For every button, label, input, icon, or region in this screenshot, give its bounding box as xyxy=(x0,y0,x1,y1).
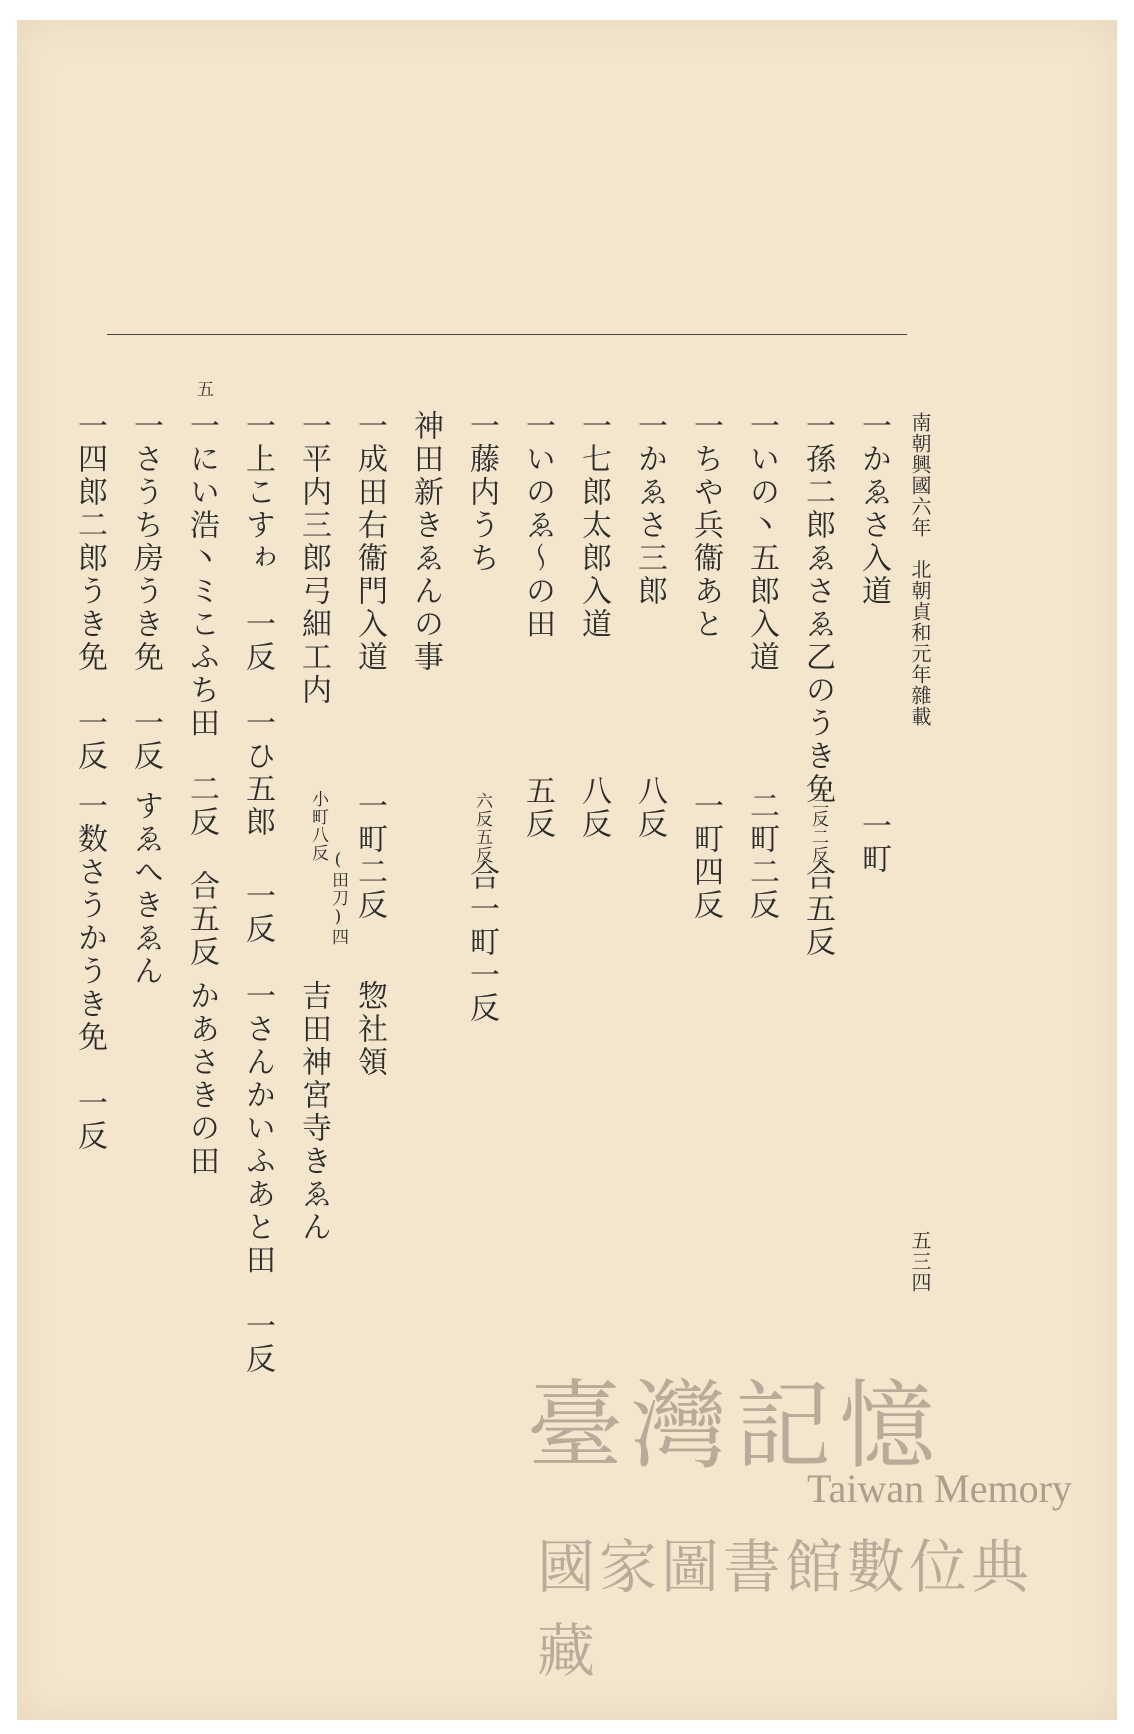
entry-12-amount: 合五反 xyxy=(184,870,219,969)
entry-4-amount: 一町四反 xyxy=(688,790,723,922)
entry-5: 一かゑさ三郎 xyxy=(632,410,667,608)
entry-4: 一ちや兵衞あと xyxy=(688,410,723,641)
entry-12-tail: かあさきの田 xyxy=(184,980,219,1178)
entry-2-amount: 合五反 xyxy=(800,860,835,959)
entry-2-note: 三反二反 xyxy=(808,792,828,864)
entry-10-tail: 吉田神宮寺きゑん xyxy=(296,980,331,1244)
entry-9-tail: 惣社領 xyxy=(352,980,387,1079)
entry-9: 一成田右衞門入道 xyxy=(352,410,387,674)
entry-11-amount: 一反 xyxy=(240,880,275,946)
entry-7-amount: 五反 xyxy=(520,775,555,841)
section-heading: 神田新きゑんの事 xyxy=(408,410,443,674)
running-title: 南朝興國六年 北朝貞和元年雜載 xyxy=(908,412,932,727)
entry-14-tail: 一数さうかうき免 一反 xyxy=(72,790,107,1153)
entry-1-amount: 一町 xyxy=(856,810,891,876)
library-watermark xyxy=(517,1350,1077,1685)
entry-13-note: 五 xyxy=(193,380,213,398)
entry-8-note: 六反五反 xyxy=(472,792,492,864)
entry-11-tail: 一さんかいふあと田 一反 xyxy=(240,980,275,1376)
entry-13: 一さうち房うき免 一反 xyxy=(128,410,163,773)
entry-14: 一四郎二郎うき免 一反 xyxy=(72,410,107,773)
entry-8-amount: 合一町一反 xyxy=(464,860,499,1025)
entry-6-amount: 八反 xyxy=(576,775,611,841)
entry-10-note: 小町八反 xyxy=(308,790,328,862)
page-paper xyxy=(17,20,1117,1720)
entry-3-amount: 二町二反 xyxy=(744,790,779,922)
entry-6: 一七郎太郎入道 xyxy=(576,410,611,641)
top-rule xyxy=(107,334,907,335)
entry-13-tail: すゑへきゑん xyxy=(128,790,163,988)
watermark-logo-en: Taiwan Memory xyxy=(807,1466,1072,1511)
watermark-logo-cjk: 臺灣記憶 xyxy=(527,1370,943,1482)
entry-5-amount: 八反 xyxy=(632,775,667,841)
page-number: 五三四 xyxy=(908,1230,932,1293)
entry-10: 一平内三郎弓細工内 xyxy=(296,410,331,707)
entry-7: 一いのゑ〜の田 xyxy=(520,410,555,641)
entry-3: 一いの丶五郎入道 xyxy=(744,410,779,674)
entry-12: 一にい浩丶ミこふち田 二反 xyxy=(184,410,219,839)
entry-2: 一孫二郎ゑさゑ乙のうき免 xyxy=(800,410,835,806)
entry-11: 一上こすゎ 一反 一ひ五郎 xyxy=(240,410,275,839)
entry-10-note2: (田刀)四 xyxy=(328,850,348,946)
entry-1: 一かゑさ入道 xyxy=(856,410,891,608)
entry-9-amount: 一町二反 xyxy=(352,790,387,922)
entry-8: 一藤内うち xyxy=(464,410,499,575)
watermark-library-name: 國家圖書館數位典藏 xyxy=(537,1533,1034,1685)
